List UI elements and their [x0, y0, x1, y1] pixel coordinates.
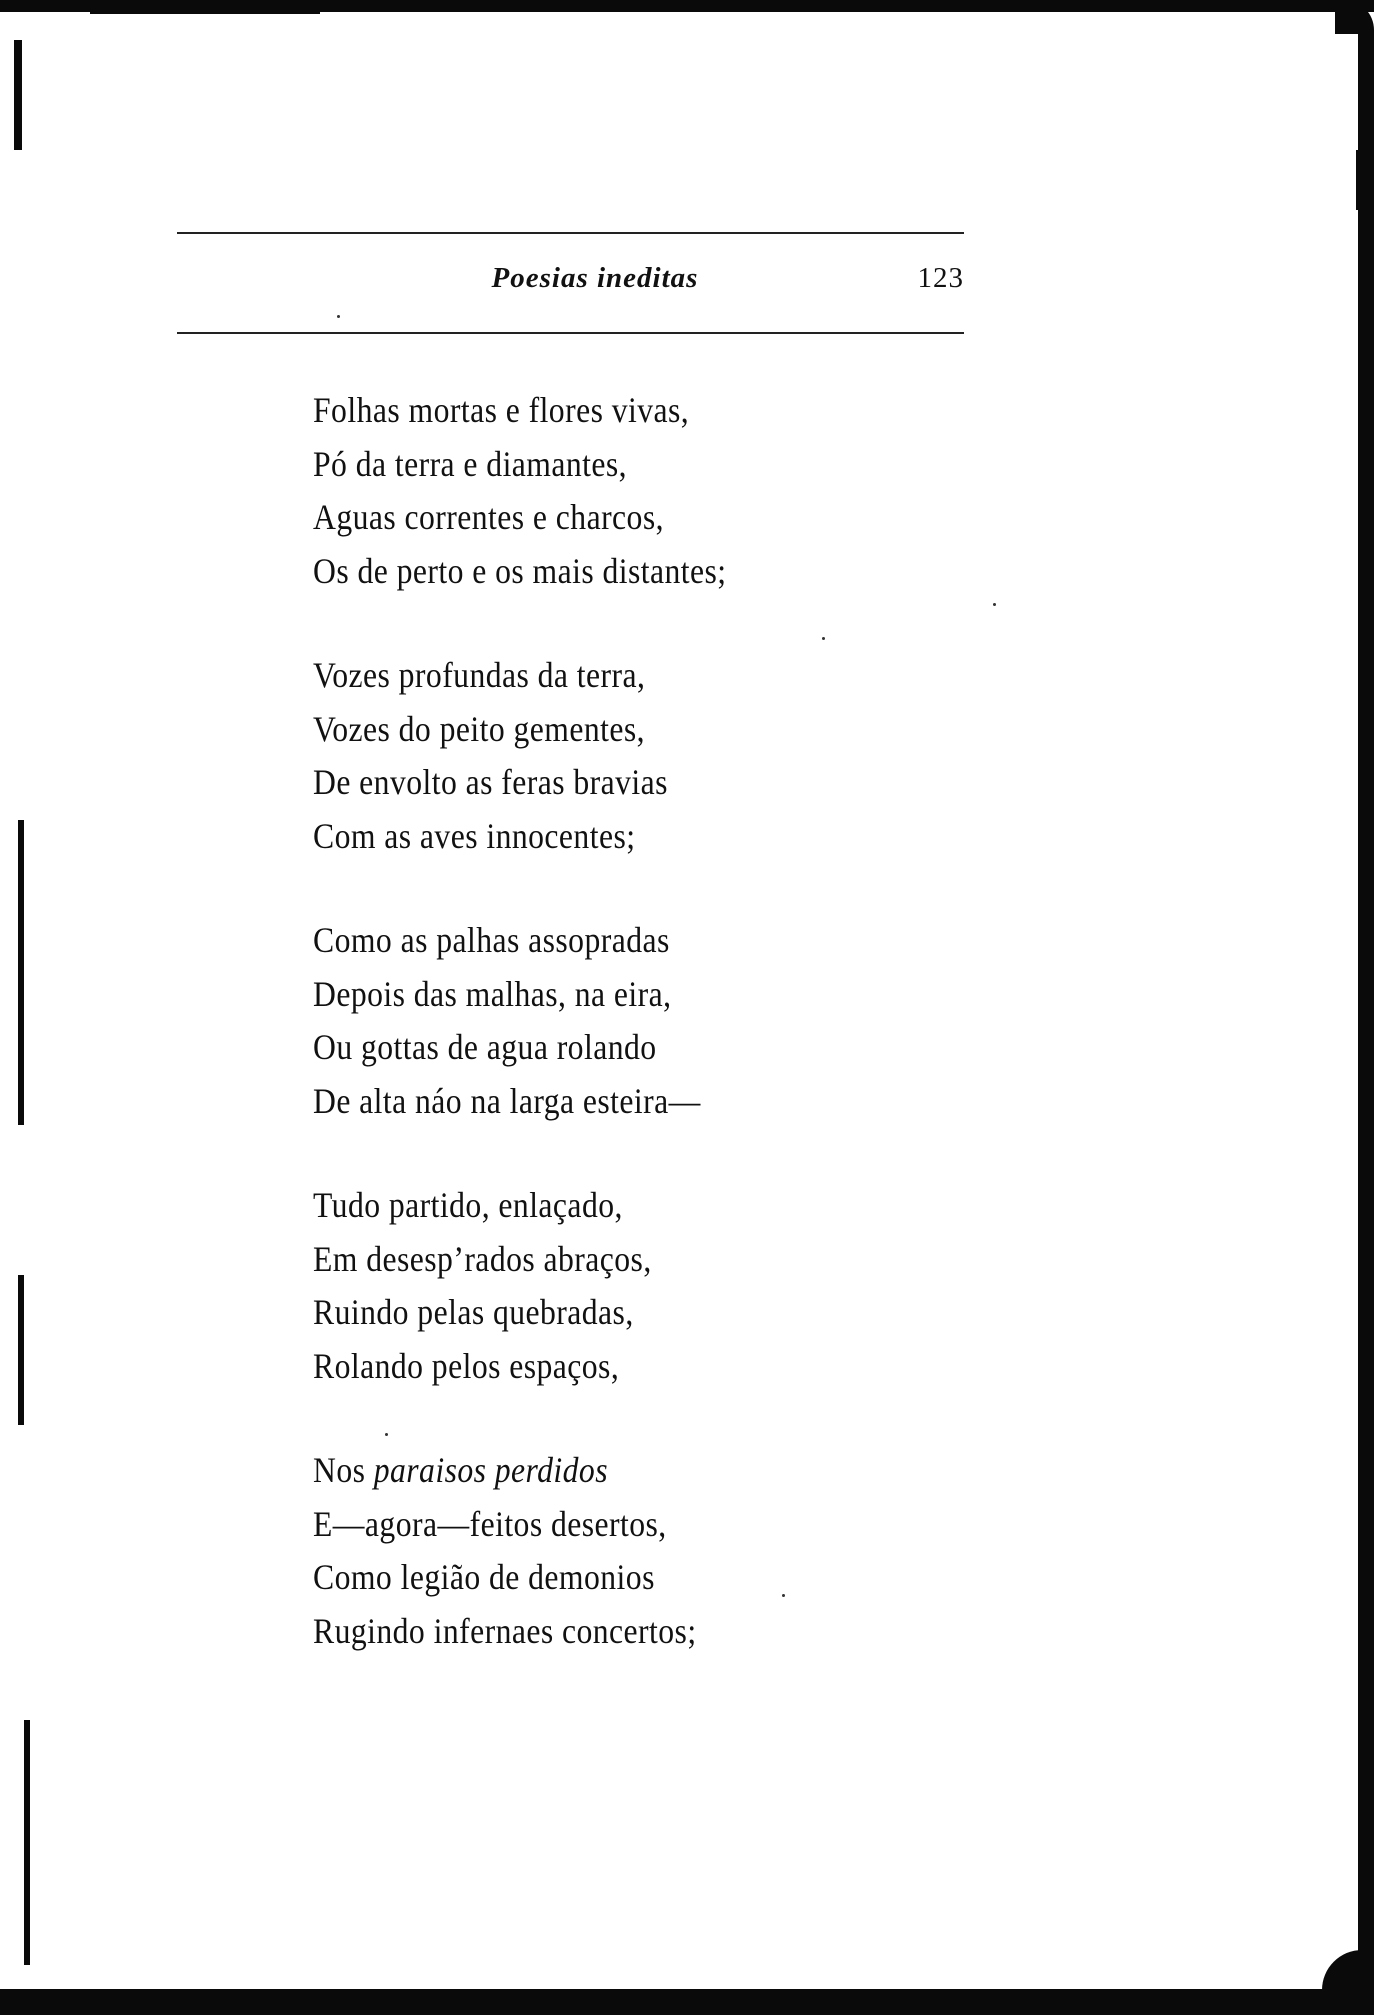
stanza: [313, 1179, 1033, 1393]
poem-line: Como as palhas assopradas: [313, 920, 670, 960]
poem-line: Depois das malhas, na eira,: [313, 973, 672, 1014]
scan-border-bottom: [0, 1989, 1374, 2015]
poem-body: [313, 384, 1033, 1709]
page-number: 123: [917, 262, 964, 294]
scan-border-right: [1358, 30, 1374, 2015]
paper-speck: [337, 315, 340, 318]
poem-line: Aguas correntes e charcos,: [313, 497, 664, 537]
binding-mark: [24, 1720, 30, 1965]
stanza: [313, 649, 1033, 863]
poem-line: Tudo partido, enlaçado,: [313, 1185, 623, 1225]
binding-mark: [18, 1275, 24, 1425]
poem-line: E—agora—feitos desertos,: [313, 1503, 667, 1544]
stanza: [313, 914, 1033, 1128]
poem-line: Ou gottas de agua rolando: [313, 1027, 657, 1067]
poem-line: Pó da terra e diamantes,: [313, 443, 628, 484]
poem-line: Os de perto e os mais distantes;: [313, 550, 727, 591]
stanza: [313, 384, 1033, 598]
poem-line-italic: paraisos perdidos: [373, 1450, 608, 1490]
running-title: Poesias ineditas: [491, 262, 699, 294]
header-rule-top: [177, 232, 964, 234]
poem-line: Vozes do peito gementes,: [313, 708, 645, 749]
stanza: [313, 1444, 1033, 1658]
poem-line: Como legião de demonios: [313, 1557, 655, 1597]
poem-line: Folhas mortas e flores vivas,: [313, 390, 690, 430]
poem-line: [313, 1444, 947, 1498]
poem-line: Rugindo infernaes concertos;: [313, 1610, 697, 1651]
edge-mark-right: [1366, 1425, 1371, 1545]
poem-line: De envolto as feras bravias: [313, 762, 668, 802]
header-rule-bottom: [177, 332, 964, 334]
poem-line: Em desesp’rados abraços,: [313, 1238, 652, 1279]
binding-mark: [14, 40, 22, 150]
poem-line: Ruindo pelas quebradas,: [313, 1292, 634, 1332]
poem-line: Vozes profundas da terra,: [313, 655, 646, 695]
scan-border-top-notch: [90, 10, 320, 14]
poem-line: De alta náo na larga esteira—: [313, 1080, 701, 1121]
poem-line-prefix: Nos: [313, 1450, 374, 1490]
edge-mark-right: [1356, 150, 1362, 210]
binding-mark: [18, 820, 24, 1125]
poem-line: Com as aves innocentes;: [313, 815, 636, 856]
poem-line: Rolando pelos espaços,: [313, 1345, 620, 1386]
